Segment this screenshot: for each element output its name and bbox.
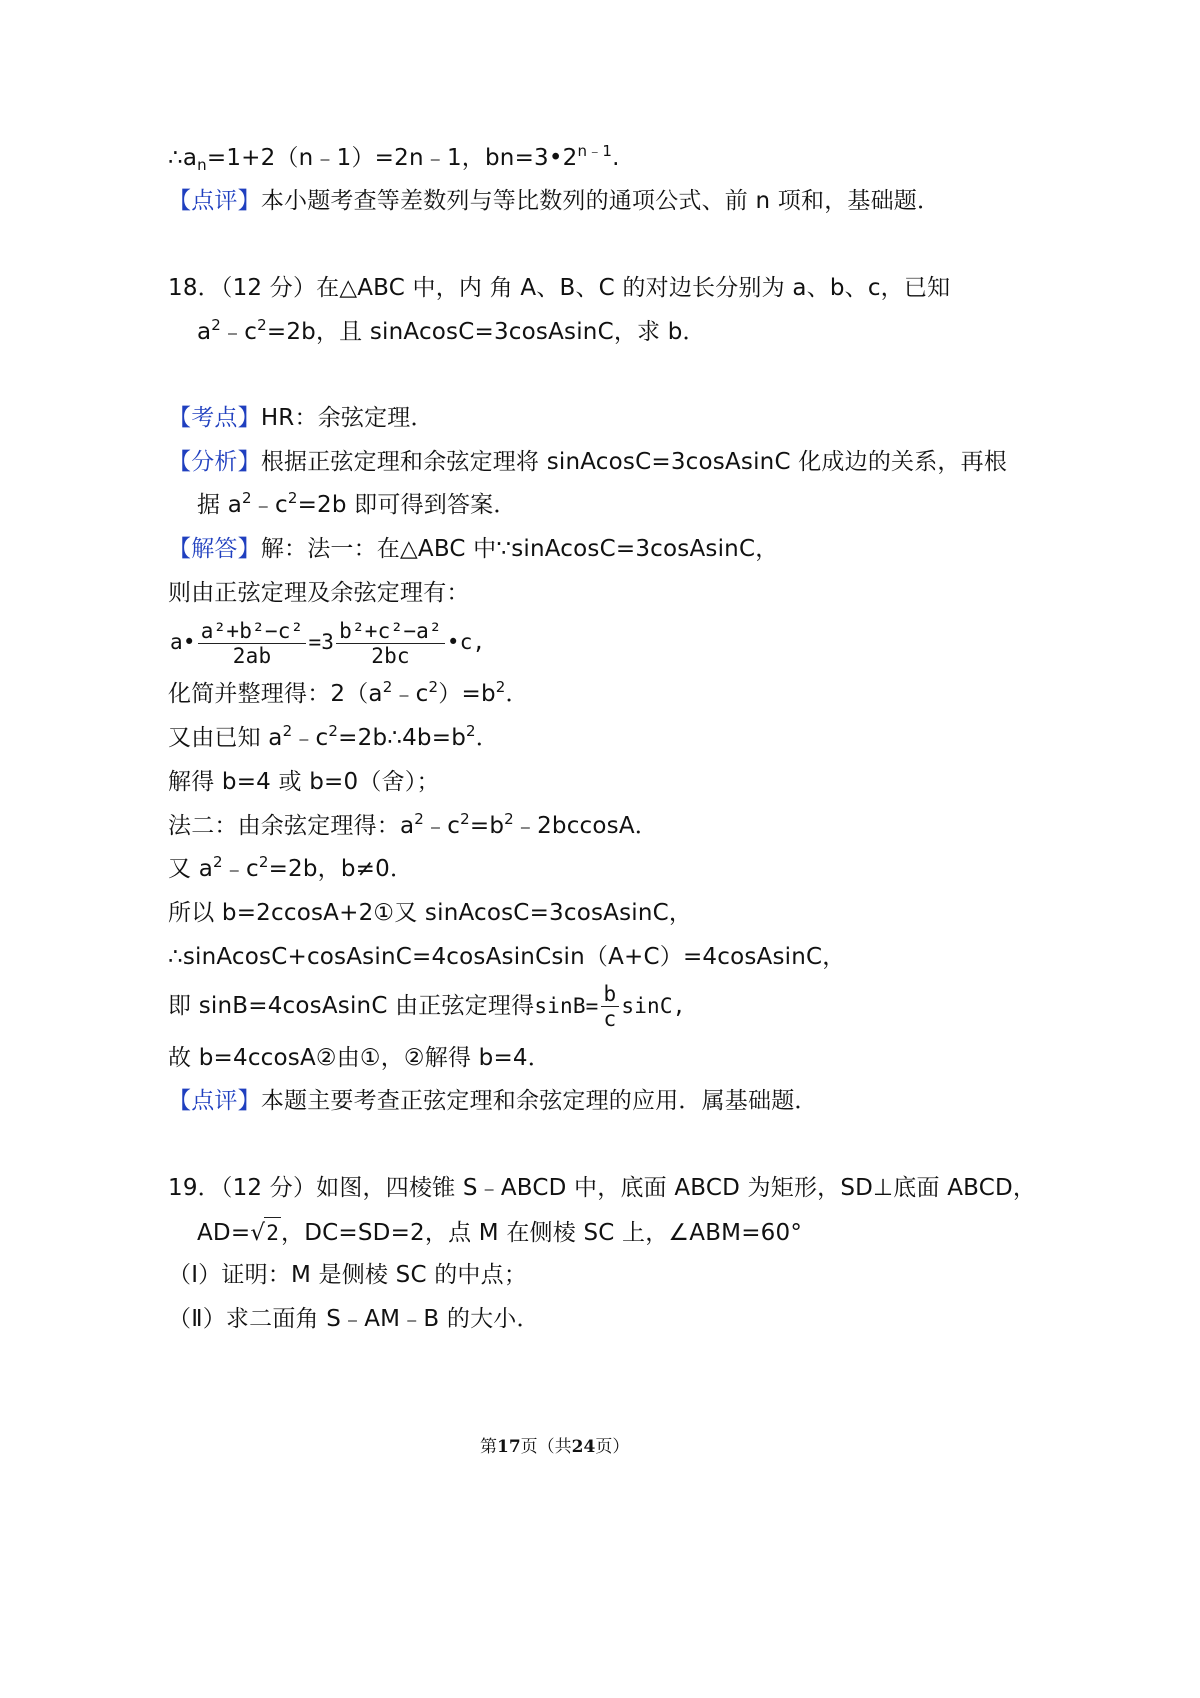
total-pages: 24 — [571, 1437, 596, 1457]
superscript: 2 — [504, 810, 514, 828]
solution-line-4 — [168, 767, 440, 797]
text: ﹣c — [292, 725, 329, 751]
jieda-line — [168, 534, 778, 564]
cosine-formula — [170, 616, 485, 668]
fraction-1 — [198, 619, 307, 668]
superscript: 2 — [282, 722, 293, 740]
solution-line-8 — [168, 942, 846, 972]
text: =2b，且 sinAcosC=3cosAsinC，求 b． — [266, 319, 706, 345]
text: 又 a — [168, 856, 214, 882]
text: ）=b — [438, 681, 496, 707]
denominator: 2ab — [232, 643, 272, 668]
footer-text: 第 — [480, 1437, 497, 1457]
text: ∴a — [168, 145, 198, 171]
text: ． — [475, 725, 499, 751]
solution-line-2 — [168, 679, 529, 709]
text: ． — [505, 681, 529, 707]
question-19-part-2 — [168, 1304, 540, 1334]
superscript: 2 — [242, 489, 252, 507]
superscript: 2 — [466, 722, 476, 740]
page-number: 17 — [497, 1437, 521, 1457]
superscript: 2 — [287, 489, 298, 507]
solution-line-7 — [168, 898, 692, 928]
formula-text: =3 — [308, 630, 335, 654]
question-18-line-1 — [168, 273, 950, 303]
formula-text: •c, — [446, 630, 486, 654]
superscript: 2 — [213, 853, 223, 871]
fenxi-tag: 【分析】 — [168, 449, 261, 475]
review-text: 本题主要考查正弦定理和余弦定理的应用．属基础题． — [260, 1088, 818, 1114]
text: ﹣c — [222, 856, 259, 882]
review-line-2 — [168, 1086, 818, 1116]
solution-line-3 — [168, 723, 499, 753]
text: =1+2（n﹣1）=2n﹣1，bn=3•2 — [206, 145, 578, 171]
review-text: 本小题考查等差数列与等比数列的通项公式、前 n 项和，基础题． — [260, 188, 941, 214]
text: ﹣c — [424, 813, 461, 839]
formula-line-an-bn — [168, 143, 620, 173]
page-footer — [480, 1432, 629, 1457]
review-line-1 — [168, 186, 940, 216]
review-tag: 【点评】 — [168, 1088, 261, 1114]
superscript: 2 — [414, 810, 425, 828]
text: . — [612, 145, 620, 171]
text: 化简并整理得：2（a — [168, 681, 383, 707]
text: 即 sinB=4cosAsinC 由正弦定理得 — [168, 993, 535, 1019]
review-tag: 【点评】 — [168, 188, 261, 214]
superscript: 2 — [460, 810, 470, 828]
text: =b — [469, 813, 505, 839]
superscript: 2 — [258, 853, 269, 871]
text: 据 a — [197, 492, 243, 518]
formula-text: sinC, — [621, 994, 686, 1018]
superscript: n﹣1 — [577, 142, 613, 160]
superscript: 2 — [495, 678, 506, 696]
text: ∴sinAcosC+cosAsinC=4cosAsinCsin（A+C）=4cosAsinC， — [168, 944, 846, 970]
jieda-tag: 【解答】 — [168, 536, 261, 562]
denominator: c — [603, 1007, 617, 1031]
sqrt-sign-icon: √ — [250, 1220, 266, 1246]
solution-line-5 — [168, 811, 658, 841]
text: a — [197, 319, 212, 345]
text: =2b，b≠0． — [268, 856, 414, 882]
formula-text: sinB= — [534, 994, 599, 1018]
text: 解得 b=4 或 b=0（舍）； — [168, 769, 440, 795]
fraction-2 — [336, 619, 445, 668]
text: 则由正弦定理及余弦定理有： — [168, 580, 470, 606]
solution-line-9 — [168, 982, 686, 1031]
numerator: b²+c²−a² — [339, 618, 442, 643]
text: 法二：由余弦定理得：a — [168, 813, 415, 839]
text: ﹣c — [221, 319, 258, 345]
fenxi-line-2 — [197, 490, 517, 520]
question-19-line-2 — [197, 1217, 802, 1248]
text: =2b∴4b=b — [338, 725, 466, 751]
superscript: 2 — [211, 316, 222, 334]
formula-text: a• — [170, 630, 196, 654]
text: 又由已知 a — [168, 725, 283, 751]
question-18-line-2 — [197, 317, 706, 347]
question-19-line-1 — [168, 1173, 1036, 1203]
text: AD= — [197, 1220, 251, 1246]
numerator: b — [603, 982, 617, 1006]
jieda-text: 解：法一：在△ABC 中∵sinAcosC=3cosAsinC， — [260, 536, 779, 562]
question-19-part-1 — [168, 1260, 527, 1290]
sqrt-radicand: 2 — [264, 1217, 281, 1248]
superscript: 2 — [428, 678, 439, 696]
subscript: n — [197, 156, 207, 174]
fraction-b-over-c — [601, 982, 620, 1031]
text: 所以 b=2ccosA+2①又 sinAcosC=3cosAsinC， — [168, 900, 693, 926]
kaodian-text: HR：余弦定理． — [260, 405, 434, 431]
kaodian-tag: 【考点】 — [168, 405, 261, 431]
fenxi-line-1 — [168, 447, 1007, 477]
text: （Ⅱ）求二面角 S﹣AM﹣B 的大小． — [168, 1306, 540, 1332]
question-text: 19．（12 分）如图，四棱锥 S﹣ABCD 中，底面 ABCD 为矩形，SD⊥底面 ABCD， — [168, 1175, 1037, 1201]
superscript: 2 — [257, 316, 267, 334]
text: ﹣2bccosA． — [513, 813, 658, 839]
solution-line-6 — [168, 854, 413, 884]
solution-line-10 — [168, 1043, 551, 1073]
text: ﹣c — [392, 681, 429, 707]
text: （I）证明：M 是侧棱 SC 的中点； — [168, 1262, 528, 1288]
superscript: 2 — [382, 678, 393, 696]
text: ，DC=SD=2，点 M 在侧棱 SC 上，∠ABM=60° — [281, 1220, 803, 1246]
text: =2b 即可得到答案． — [297, 492, 517, 518]
denominator: 2bc — [371, 643, 410, 668]
text: ﹣c — [251, 492, 288, 518]
kaodian-line — [168, 403, 434, 433]
numerator: a²+b²−c² — [200, 618, 304, 643]
footer-text: 页） — [595, 1437, 630, 1457]
fenxi-text: 根据正弦定理和余弦定理将 sinAcosC=3cosAsinC 化成边的关系，再根 — [260, 449, 1008, 475]
superscript: 2 — [328, 722, 339, 740]
text: 故 b=4ccosA②由①，②解得 b=4． — [168, 1045, 551, 1071]
solution-line-1 — [168, 578, 470, 608]
question-text: 18．（12 分）在△ABC 中，内 角 A、B、C 的对边长分别为 a、b、c，已知 — [168, 275, 951, 301]
footer-text: 页（共 — [520, 1437, 572, 1457]
